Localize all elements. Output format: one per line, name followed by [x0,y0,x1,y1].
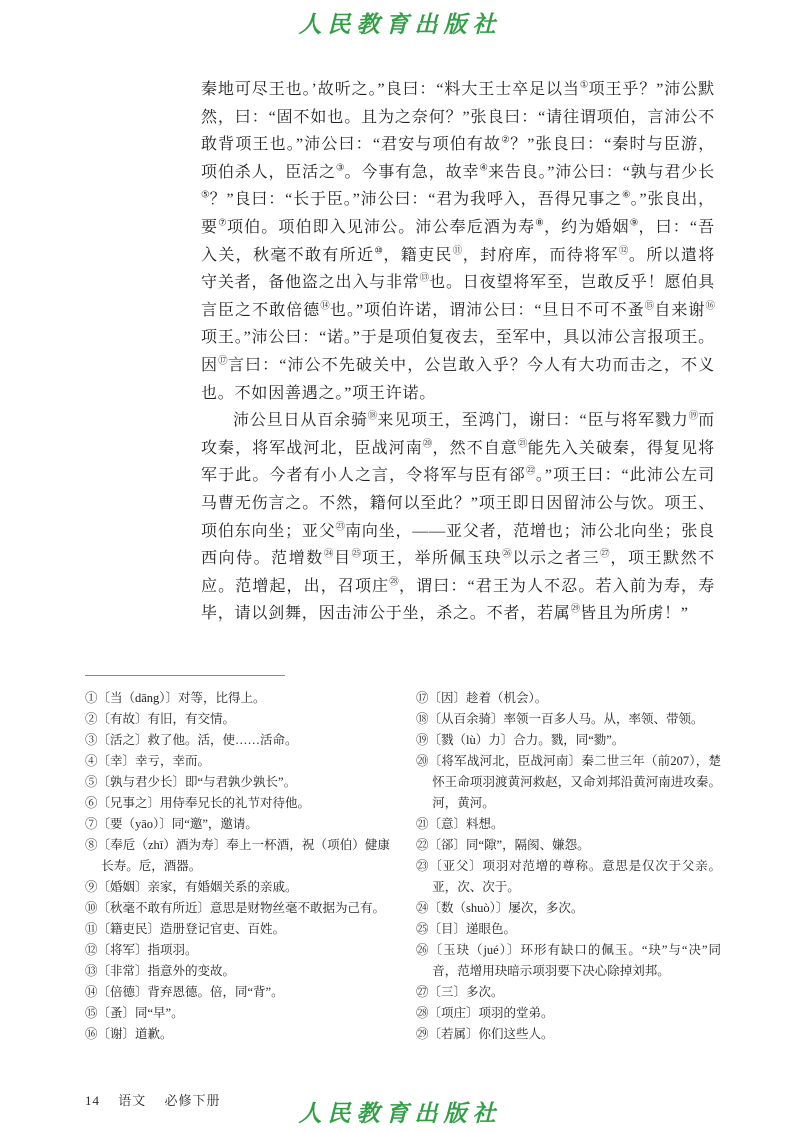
footnote-item: ⑥〔兄事之〕用侍奉兄长的礼节对待他。 [85,796,311,810]
footnote-ref-icon: ㉒ [526,466,536,477]
footnote-item: ⑪〔籍吏民〕造册登记官吏、百姓。 [85,922,286,936]
footnote-item: ⑧〔奉卮（zhī）酒为寿〕奉上一杯酒，祝（项伯）健康长寿。卮，酒器。 [85,838,390,873]
footnote-item: ⑯〔谢〕道歉。 [85,1027,173,1041]
footnote-item: ㉕〔目〕递眼色。 [416,922,517,936]
footnote-ref-icon: ⑮ [644,301,655,312]
footnote-ref-icon: ⑯ [705,301,715,312]
footnote-item: ㉖〔玉玦（jué）〕环形有缺口的佩玉。“玦”与“决”同音，范增用玦暗示项羽要下决心除掉刘邦。 [416,943,721,978]
footnote-ref-icon: ⑬ [419,273,430,284]
paragraph: 沛公旦日从百余骑⑱来见项王，至鸿门，谢曰：“臣与将军戮力⑲而攻秦，将军战河北，臣战河南⑳，然不自意$^㉑$能先入关破秦，得复见将军于此。今者有小人之言，令将军与臣有郤$^㉒$。”项王曰：“此沛公左司马曹无伤言之。不然，籍何以至此？”项王即日因留沛公与饮。项王、项伯东向坐；亚父$^㉓$南向坐，——亚父者，范增也；沛公北向坐；张良西向侍。范增数$^㉔$目$^㉕$项王，举所佩玉玦$^㉖$以示之者三$^㉗$，项王默然不应。范增起，出，召项庄$^㉘$，谓曰：“君王为人不忍。若入前为寿，寿毕，请以剑舞，因击沛公于坐，杀之。不者，若属$^㉙$皆且为所虏！” [201,411,715,623]
footnote-ref-icon: ⑪ [452,246,463,257]
footnote-item: ④〔幸〕幸亏，幸而。 [85,754,211,768]
footnote-item: ⑤〔孰与君少长〕即“与君孰少孰长”。 [85,775,297,789]
footnote-ref-icon: ② [501,135,511,146]
footnote-item: ⑱〔从百余骑〕率领一百多人马。从，率领、带领。 [416,712,704,726]
footnote-ref-icon: ⑭ [320,301,330,312]
footnote-item: ⑬〔非常〕指意外的变故。 [85,964,236,978]
footnote-ref-icon: ㉑ [517,439,528,450]
footnote-item: ㉙〔若属〕你们这些人。 [416,1027,554,1041]
footnote-item: ⑳〔将军战河北，臣战河南〕秦二世三年（前207），楚怀王命项羽渡黄河救赵，又命刘邦沿黄河南进攻秦。河，黄河。 [416,754,721,810]
footnote-item: ㉗〔三〕多次。 [416,985,504,999]
publisher-logo-top: 人民教育出版社 [298,11,502,38]
footnote-item: ⑦〔要（yāo）〕同“邀”，邀请。 [85,817,258,831]
footnote-ref-icon: ⑥ [622,191,631,202]
footnote-item: ⑲〔戮（lù）力〕合力。戮，同“勠”。 [416,733,625,747]
footnote-ref-icon: ⑲ [688,411,699,422]
page-number: 14 [85,1093,100,1108]
footnote-ref-icon: ⑱ [367,411,378,422]
footnote-ref-icon: ① [579,80,589,91]
footnote-ref-icon: ㉙ [570,604,581,615]
footnote-item: ①〔当（dāng）〕对等，比得上。 [85,691,266,705]
footnote-item: ⑩〔秋毫不敢有所近〕意思是财物丝毫不敢据为己有。 [85,901,386,915]
volume-label: 必修下册 [164,1093,221,1108]
footnotes-left [85,688,390,1045]
footnote-ref-icon: ⑨ [629,218,639,229]
footnote-item: ㉑〔意〕料想。 [416,817,504,831]
footnotes-right [416,688,721,1045]
footnote-ref-icon: ⑤ [201,191,210,202]
footnote-ref-icon: ⑫ [618,246,629,257]
footnote-item: ⑨〔婚姻〕亲家，有婚姻关系的亲戚。 [85,880,298,894]
footnote-item: ㉓〔亚父〕项羽对范增的尊称。意思是仅次于父亲。亚，次、次于。 [416,859,721,894]
footnote-ref-icon: ⑰ [218,356,228,367]
paragraph: 秦地可尽王也。’故听之。”良曰：“料大王士卒足以当①项王乎？”沛公默然，曰：“固不如也。且为之奈何？”张良曰：“请往谓项伯，言沛公不敢背项王也。”沛公曰：“君安与项伯有故②？”张良曰：“秦时与臣游，项伯杀人，臣活之③。今事有急，故幸④来告良。”沛公曰：“孰与君少长⑤？”良曰：“长于臣。”沛公曰：“君为我呼入，吾得兄事之⑥。”张良出，要⑦项伯。项伯即入见沛公。沛公奉卮酒为寿⑧，约为婚姻⑨，曰：“吾入关，秋毫不敢有所近⑩，籍吏民⑪，封府库，而待将军⑫。所以遣将守关者，备他盗之出入与非常⑬也。日夜望将军至，岂敢反乎！愿伯具言臣之不敢倍德⑭也。”项伯许诺，谓沛公曰：“旦日不可不蚤⑮自来谢⑯项王。”沛公曰：“诺。”于是项伯复夜去，至军中，具以沛公言报项王。因⑰言曰：“沛公不先破关中，公岂敢入乎？今人有大功而击之，不义也。不如因善遇之。”项王许诺。 [201,80,715,402]
footnote-item: ⑮〔蚤〕同“早”。 [85,1006,184,1020]
footnote-item: ②〔有故〕有旧，有交情。 [85,712,236,726]
footnote-item: ⑫〔将军〕指项羽。 [85,943,198,957]
footnote-ref-icon: ③ [335,163,345,174]
footnote-ref-icon: ㉕ [351,549,362,560]
footnote-ref-icon: ㉖ [502,549,513,560]
footnote-item: ⑭〔倍德〕背弃恩德。倍，同“背”。 [85,985,284,999]
footnote-ref-icon: ⑧ [535,218,545,229]
footnote-ref-icon: ㉓ [335,522,346,533]
main-text [201,76,715,628]
publisher-logo-bottom: 人民教育出版社 [298,1100,502,1127]
footnote-ref-icon: ㉘ [389,577,400,588]
footnote-ref-icon: ⑦ [218,218,227,229]
footnote-item: ㉒〔郤〕同“隙”，隔阂、嫌怨。 [416,838,590,852]
footnote-item: ⑰〔因〕趁着（机会）。 [416,691,548,705]
footnotes [85,688,721,1045]
footnote-ref-icon: ④ [479,163,488,174]
footnote-ref-icon: ㉔ [323,549,335,560]
footnote-ref-icon: ㉗ [600,549,611,560]
footnote-divider [85,675,285,676]
footnote-ref-icon: ⑳ [422,439,433,450]
footnote-item: ㉔〔数（shuò）〕屡次，多次。 [416,901,584,915]
footnote-item: ③〔活之〕救了他。活，使……活命。 [85,733,298,747]
footnote-ref-icon: ⑩ [374,246,384,257]
subject-label: 语文 [118,1093,147,1108]
footnote-item: ㉘〔项庄〕项羽的堂弟。 [416,1006,554,1020]
